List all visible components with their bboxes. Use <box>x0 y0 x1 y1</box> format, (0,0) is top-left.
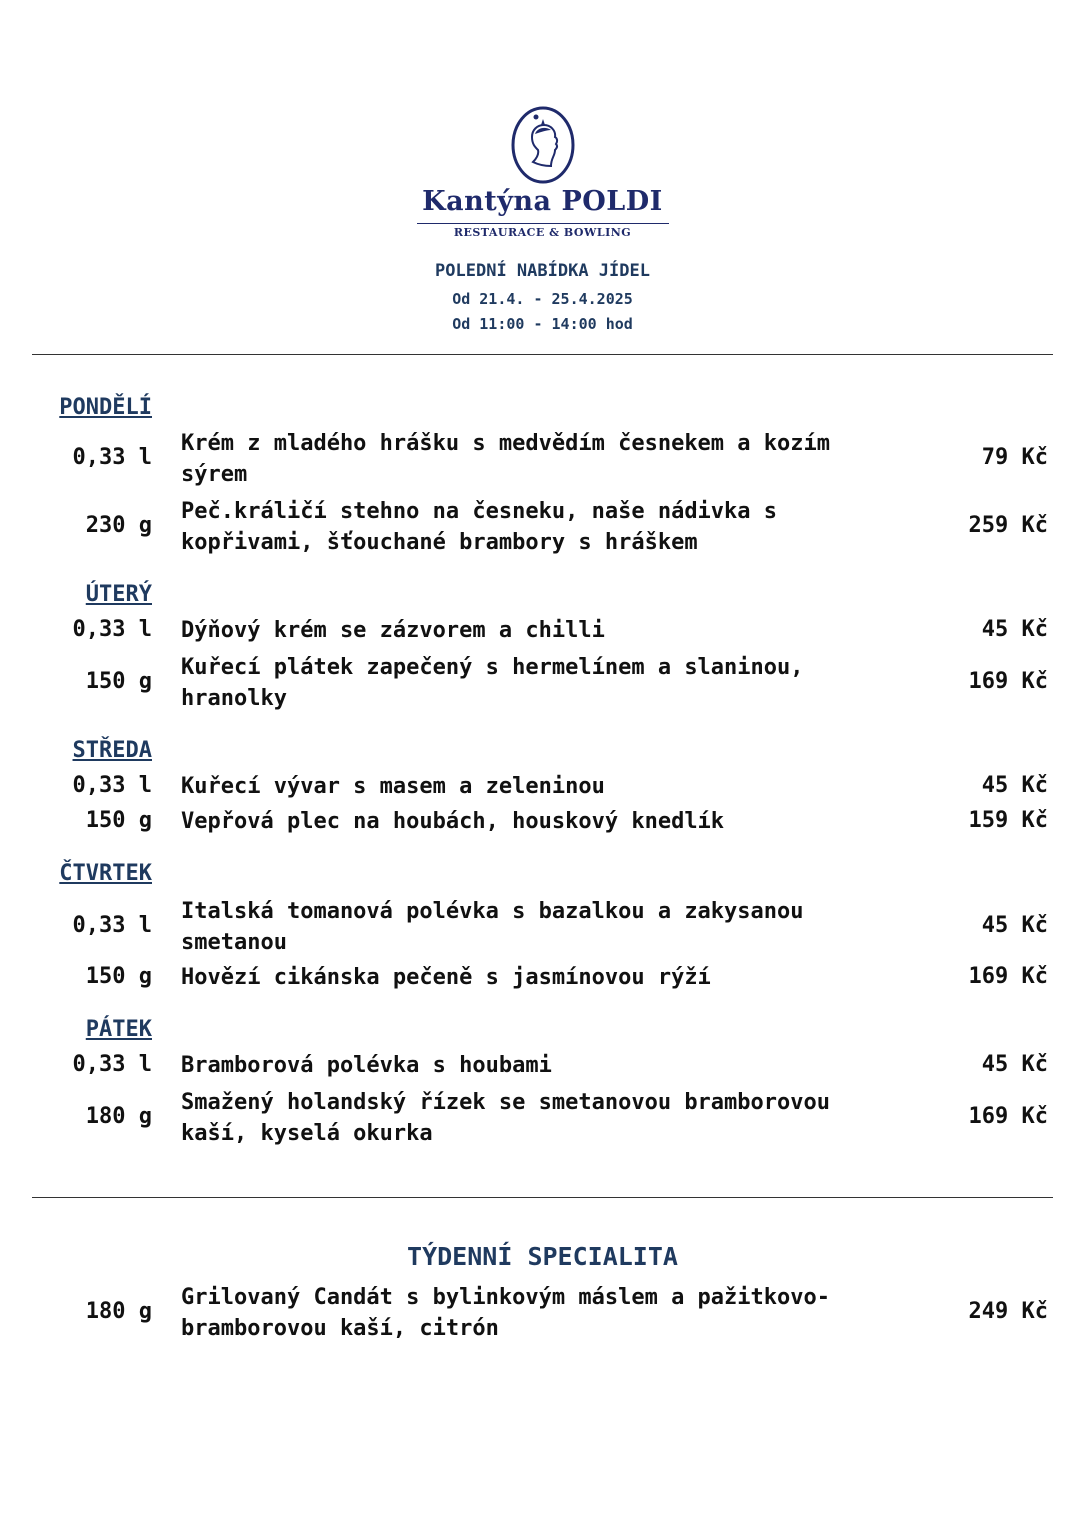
item-description: Kuřecí plátek zapečený s hermelínem a slaninou, hranolky <box>181 655 804 711</box>
day-heading-tuesday: ÚTERÝ <box>85 582 152 607</box>
item-quantity: 230 g <box>85 513 152 538</box>
item-quantity: 150 g <box>85 964 152 989</box>
day-heading-friday: PÁTEK <box>85 1017 152 1042</box>
cameo-portrait-icon <box>511 106 575 184</box>
menu-date-range: Od 21.4. - 25.4.2025 <box>452 290 633 308</box>
item-quantity: 0,33 l <box>72 913 152 938</box>
menu-title: POLEDNÍ NABÍDKA JÍDEL <box>435 261 650 281</box>
item-quantity: 0,33 l <box>72 1052 152 1077</box>
item-quantity: 150 g <box>85 669 152 694</box>
day-heading-thursday: ČTVRTEK <box>59 861 152 886</box>
item-price: 45 Kč <box>981 1052 1048 1077</box>
item-quantity: 0,33 l <box>72 445 152 470</box>
item-description: Smažený holandský řízek se smetanovou bramborovou kaší, kyselá okurka <box>181 1090 831 1146</box>
brand-logo <box>0 106 1085 184</box>
brand-divider <box>417 223 669 224</box>
item-price: 45 Kč <box>981 617 1048 642</box>
brand-subtitle: RESTAURACE & BOWLING <box>453 226 632 239</box>
item-price: 169 Kč <box>968 669 1048 694</box>
item-description: Hovězí cikánska pečeně s jasmínovou rýží <box>181 965 711 990</box>
item-description: Krém z mladého hrášku s medvědím česnekem a kozím sýrem <box>181 431 831 487</box>
item-quantity: 150 g <box>85 808 152 833</box>
weekly-special-title: TÝDENNÍ SPECIALITA <box>407 1242 678 1271</box>
item-price: 169 Kč <box>968 1104 1048 1129</box>
menu-hours: Od 11:00 - 14:00 hod <box>452 315 633 333</box>
day-heading-wednesday: STŘEDA <box>72 738 152 763</box>
item-quantity: 180 g <box>85 1104 152 1129</box>
item-price: 249 Kč <box>968 1299 1048 1324</box>
item-quantity: 180 g <box>85 1299 152 1324</box>
bottom-divider <box>32 1197 1053 1198</box>
brand-name: Kantýna POLDI <box>422 186 663 217</box>
item-price: 169 Kč <box>968 964 1048 989</box>
item-description: Italská tomanová polévka s bazalkou a zakysanou smetanou <box>181 899 804 955</box>
item-description: Bramborová polévka s houbami <box>181 1053 552 1078</box>
item-description: Kuřecí vývar s masem a zeleninou <box>181 774 605 799</box>
item-price: 159 Kč <box>968 808 1048 833</box>
day-heading-monday: PONDĚLÍ <box>59 395 152 420</box>
item-quantity: 0,33 l <box>72 617 152 642</box>
item-description: Peč.králičí stehno na česneku, naše nádivka s kopřivami, šťouchané brambory s hráškem <box>181 499 778 555</box>
item-quantity: 0,33 l <box>72 773 152 798</box>
item-price: 79 Kč <box>981 445 1048 470</box>
item-description: Dýňový krém se zázvorem a chilli <box>181 618 605 643</box>
item-price: 45 Kč <box>981 913 1048 938</box>
item-price: 259 Kč <box>968 513 1048 538</box>
item-description: Vepřová plec na houbách, houskový knedlík <box>181 809 725 834</box>
top-divider <box>32 354 1053 355</box>
item-price: 45 Kč <box>981 773 1048 798</box>
item-description: Grilovaný Candát s bylinkovým máslem a pažitkovo- bramborovou kaší, citrón <box>181 1285 831 1341</box>
